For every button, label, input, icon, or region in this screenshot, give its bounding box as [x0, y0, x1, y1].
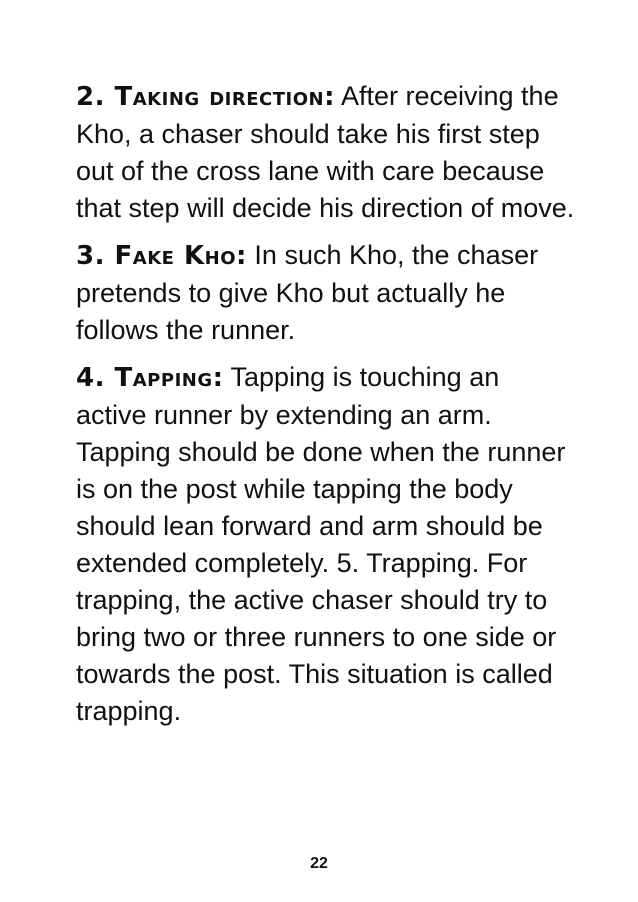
section-text: In such Kho, the chaser pretends to give Kho but actually he follows the runner.: [76, 240, 539, 345]
section-taking-direction: [76, 78, 576, 227]
section-heading: 2. Taking direction:: [76, 82, 335, 112]
section-fake-kho: [76, 237, 576, 349]
section-heading: 3. Fake Kho:: [76, 241, 247, 271]
section-text: Tapping is touching an active runner by extending an arm. Tapping should be done when the runner is on the post while tapping the body should lean forward and arm should be extended completely. 5. Trapping. For trapping, the active chaser should try to bring two or three runners to one side or towards the post. This situation is called trapping.: [76, 362, 566, 726]
section-heading: 4. Tapping:: [76, 363, 224, 393]
page-body: [76, 78, 576, 740]
section-tapping: [76, 359, 576, 730]
section-text: After receiving the Kho, a chaser should take his first step out of the cross lane with care because that step will decide his direction of move.: [76, 81, 575, 223]
page-number: 22: [310, 855, 328, 872]
